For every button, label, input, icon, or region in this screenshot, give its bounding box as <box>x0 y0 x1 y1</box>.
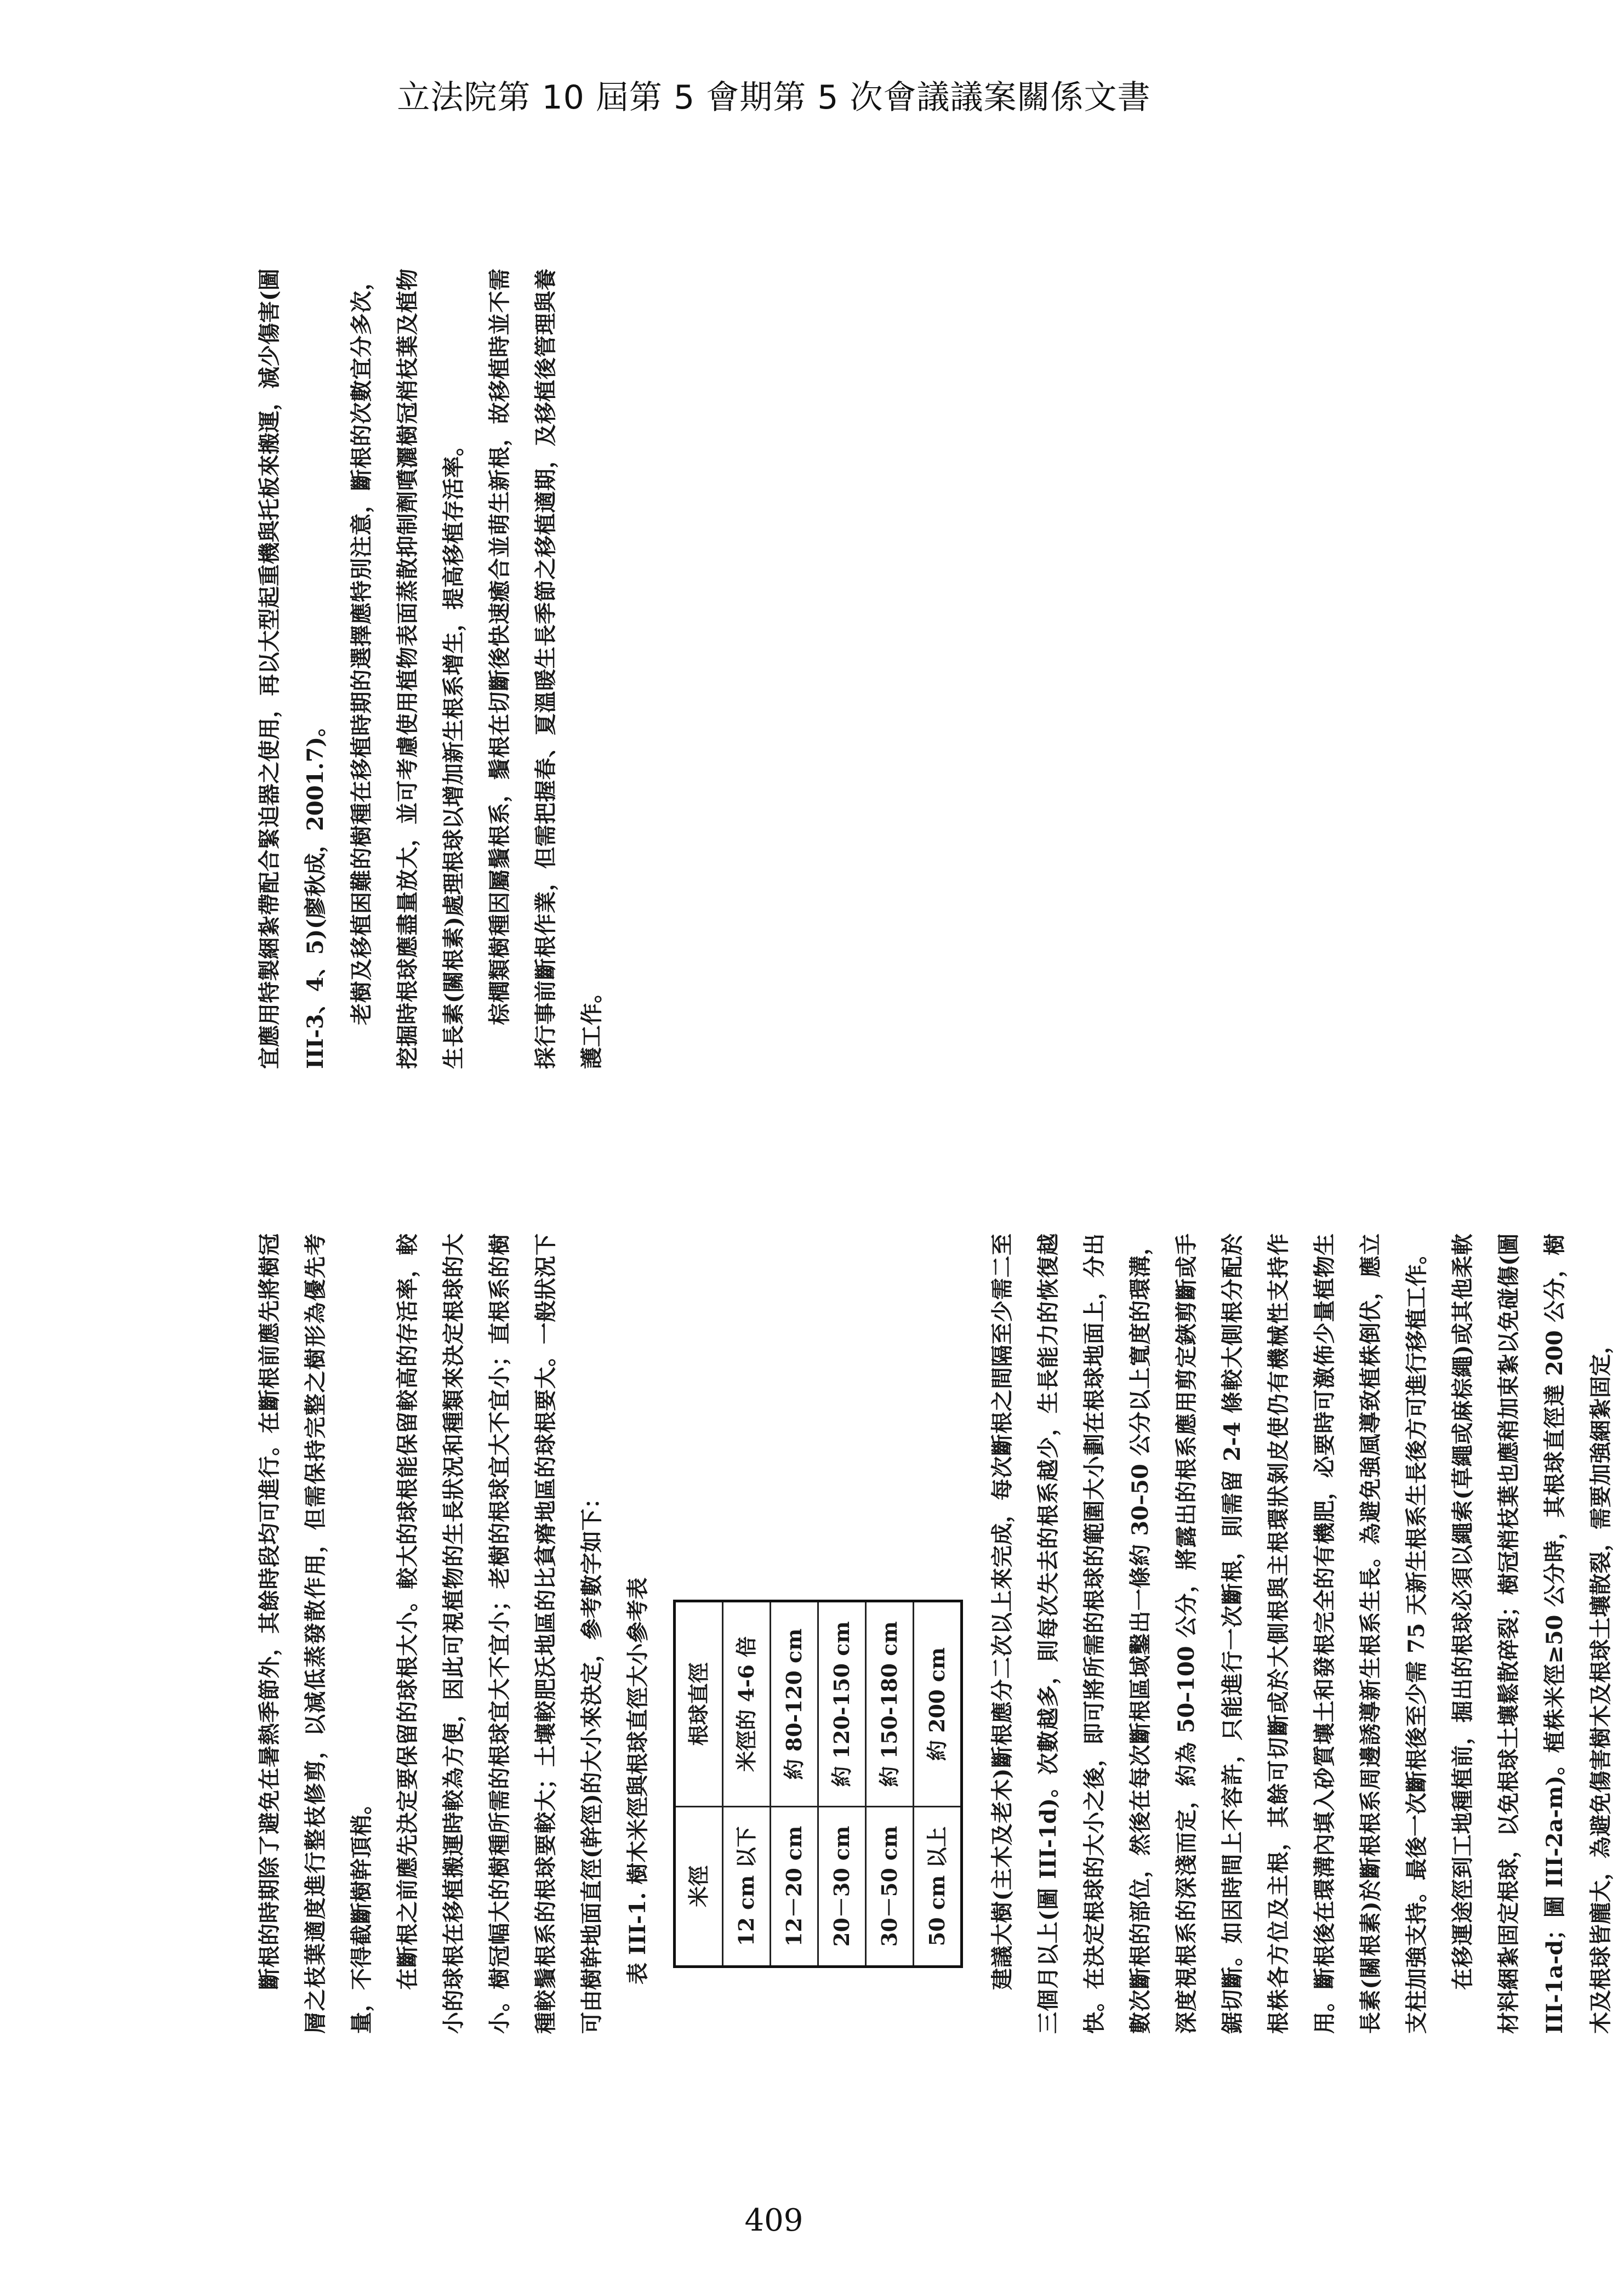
table-cell: 12－20 cm <box>771 1806 818 1966</box>
table-cell: 約 120-150 cm <box>818 1601 866 1806</box>
page-number: 409 <box>744 2203 804 2238</box>
document-header: 立法院第 10 屆第 5 會期第 5 次會議議案關係文書 <box>397 78 1151 117</box>
table-cell: 50 cm 以上 <box>914 1806 962 1966</box>
table-row <box>866 1601 914 1967</box>
table-header-cell: 根球直徑 <box>675 1601 723 1806</box>
table-cell: 約 80-120 cm <box>771 1601 818 1806</box>
table-row <box>771 1601 818 1967</box>
table-cell: 米徑的 4-6 倍 <box>723 1601 771 1806</box>
table-row <box>723 1601 771 1967</box>
table-cell: 12 cm 以下 <box>723 1806 771 1966</box>
paragraph: 棕櫚類樹種因屬鬚根系，鬚根在切斷後快速癒合並萌生新根，故移植時並不需採行事前斷根作業，但需把握春、夏溫暖生長季節之移植適期，及移植後管理與養護工作。 <box>487 269 605 1069</box>
paragraph: 在移運途徑到工地種植前，掘出的根球必須以繩索(草繩或麻棕繩)或其他柔軟材料綑紮固定根球，以免根球土壤鬆散碎裂；樹冠梢枝葉也應稍加束紮以免碰傷(圖 III-1a-d；圖 III-2a-m)。植株米徑≥50 公分時，其根球直徑達 200 公分，樹木及根球皆龐大，為避免傷害樹木及根球土壤散裂，需要加強綑紮固定， <box>1450 1233 1614 2034</box>
table-cell: 20－30 cm <box>818 1806 866 1966</box>
paragraph: 宜應用特製綑紮帶配合緊迫器之使用，再以大型起重機與托板來搬運，減少傷害(圖 III-3、4、5)(廖秋成，2001.7)。 <box>257 269 328 1069</box>
table-title: 表 III-1. 樹木米徑與根球直徑大小參考表 <box>625 1577 651 1984</box>
paragraph: 建議大樹(主木及老木)斷根應分二次以上來完成，每次斷根之間隔至少需二至三個月以上(圖 III-1d)。次數越多，則每次失去的根系越少，生長能力的恢復越快。在決定根球的大小之後，即可將所需的根球的範圍大小劃在根球地面上，分出數次斷根的部位，然後在每次斷根區域鑿出一條約 30–50 公分以上寬度的環溝，深度視根系的深淺而定，約為 50–100 公分，將露出的根系應用剪定鋏剪斷或手鋸切斷。如因時間上不容許，只能進行一次斷根，則需留 2-4 條較大側根分配於根株各方位及主根，其餘可切斷或於大側根與主根環狀剝皮使仍有機械性支持作用。斷根後在環溝內填入砂質壤土和發根完全的有機肥，必要時可激佈少量植物生長素(關根素)於斷根根系周邊誘導新生根系生長。為避免強風導致植株倒伏，應立支柱加強支持。最後一次斷根後至少需 75 天新生根系生長後方可進行移植工作。 <box>989 1233 1429 2034</box>
rotated-page-body <box>208 269 1614 2100</box>
paragraph: 在斷根之前應先決定要保留的球根大小。較大的球根能保留較高的存活率，較小的球根在移植搬運時較為方便，因此可視植物的生長狀況和種類來決定根球的大小。樹冠幅大的樹種所需的根球宜大不宜小；老樹的根球宜大不宜小；直根系的樹種較鬚根系的根球要較大；土壤較肥沃地區的比貧瘠地區的球根要大。一般狀況下可由樹幹地面直徑(幹徑)的大小來決定，參考數字如下： <box>395 1233 605 2034</box>
table-cell: 30－50 cm <box>866 1806 914 1966</box>
table-header-cell: 米徑 <box>675 1806 723 1966</box>
paragraph: 老樹及移植困難的樹種在移植時期的選擇應特別注意，斷根的次數宜分多次，挖掘時根球應盡量放大，並可考慮使用植物表面蒸散抑制劑噴灑樹冠梢枝葉及植物生長素(關根素)處理根球以增加新生根系增生，提高移植存活率。 <box>349 269 466 1069</box>
paragraph: 斷根的時期除了避免在暑熱季節外，其餘時段均可進行。在斷根前應先將樹冠層之枝葉適度進行整枝修剪，以減低蒸發散作用，但需保持完整之樹形為優先考量，不得截斷樹幹頂梢。 <box>257 1233 374 2034</box>
table-row <box>914 1601 962 1967</box>
table-header-row <box>675 1601 723 1967</box>
table-cell: 約 150-180 cm <box>866 1601 914 1806</box>
table-cell: 約 200 cm <box>914 1601 962 1806</box>
root-ball-table <box>673 1600 963 1968</box>
left-column <box>247 1233 1624 2034</box>
right-column <box>247 269 615 1069</box>
table-row <box>818 1601 866 1967</box>
